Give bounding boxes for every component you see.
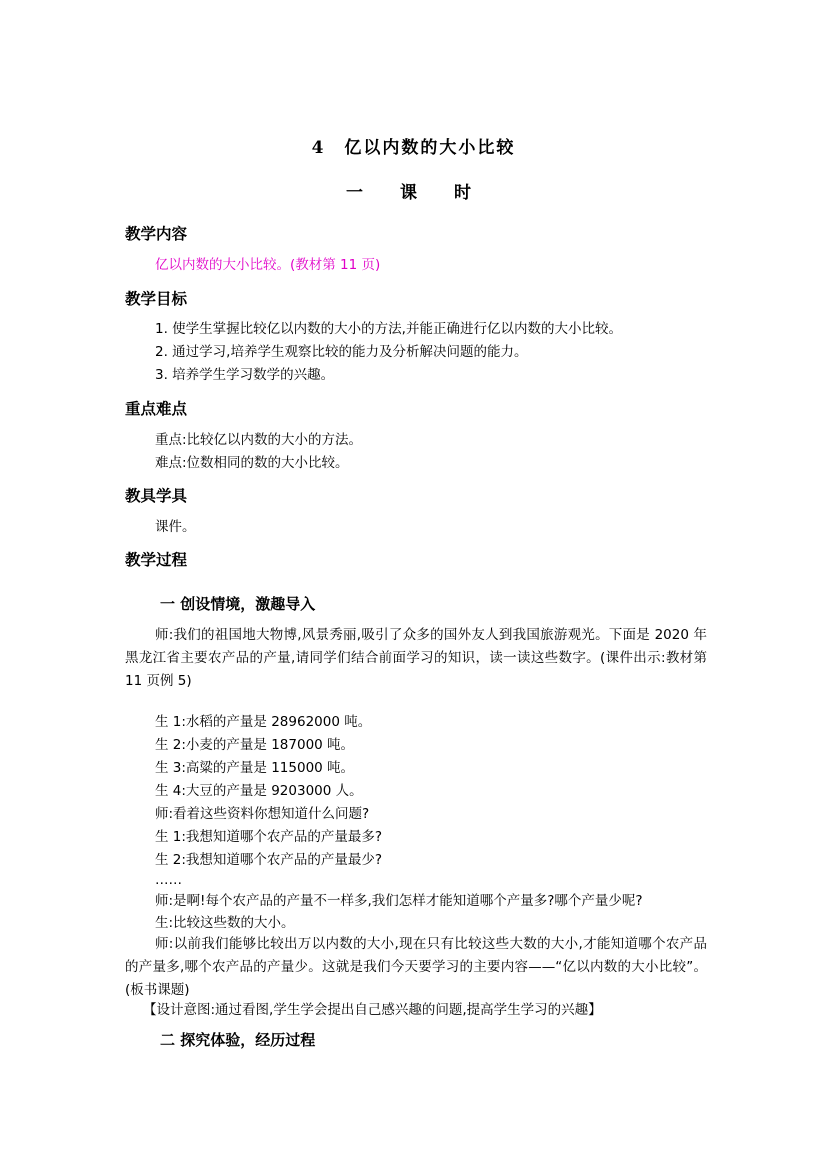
- goal-item-1: 1. 使学生掌握比较亿以内数的大小的方法,并能正确进行亿以内数的大小比较。: [155, 321, 622, 337]
- design-intent: 【设计意图:通过看图,学生学会提出自己感兴趣的问题,提高学生学习的兴趣】: [143, 1002, 602, 1018]
- part1-intro: 师:我们的祖国地大物博,风景秀丽,吸引了众多的国外友人到我国旅游观光。下面是 2020 年黑龙江省主要农产品的产量,请同学们结合前面学习的知识，读一读这些数字。(课件出示:教材第 11 页例 5): [125, 627, 707, 689]
- page-title: 4 亿以内数的大小比较: [311, 138, 516, 158]
- heading-tools: 教具学具: [125, 487, 188, 505]
- dialogue-line-9: 师:是啊!每个农产品的产量不一样多,我们怎样才能知道哪个产量多?哪个产量少呢?: [155, 893, 643, 909]
- goal-item-3: 3. 培养学生学习数学的兴趣。: [155, 367, 335, 383]
- dialogue-line-7: 生 2:我想知道哪个农产品的产量最少?: [155, 852, 383, 868]
- heading-content: 教学内容: [125, 225, 188, 243]
- part1-heading: 一 创设情境，激趣导入: [160, 595, 316, 613]
- key-point-2: 难点:位数相同的数的大小比较。: [155, 455, 349, 471]
- key-point-1: 重点:比较亿以内数的大小的方法。: [155, 432, 363, 448]
- dialogue-line-6: 生 1:我想知道哪个农产品的产量最多?: [155, 829, 383, 845]
- part2-heading: 二 探究体验，经历过程: [160, 1031, 316, 1049]
- tools-text: 课件。: [155, 519, 196, 535]
- dialogue-line-2: 生 2:小麦的产量是 187000 吨。: [155, 737, 355, 753]
- dialogue-line-5: 师:看着这些资料你想知道什么问题?: [155, 806, 370, 822]
- heading-goals: 教学目标: [125, 290, 188, 308]
- dialogue-line-10: 生:比较这些数的大小。: [155, 915, 295, 931]
- dialogue-line-8: ……: [155, 872, 182, 888]
- dialogue-line-4: 生 4:大豆的产量是 9203000 人。: [155, 783, 363, 799]
- heading-key-points: 重点难点: [125, 400, 188, 418]
- dialogue-line-3: 生 3:高粱的产量是 115000 吨。: [155, 760, 355, 776]
- part1-closing: 师:以前我们能够比较出万以内数的大小,现在只有比较这些大数的大小,才能知道哪个农产品的产量多,哪个农产品的产量少。这就是我们今天要学习的主要内容——“亿以内数的大小比较”。(板书课题): [125, 936, 707, 998]
- goal-item-2: 2. 通过学习,培养学生观察比较的能力及分析解决问题的能力。: [155, 344, 528, 360]
- lesson-subtitle: 一 课 时: [346, 183, 481, 203]
- dialogue-line-1: 生 1:水稻的产量是 28962000 吨。: [155, 714, 372, 730]
- heading-process: 教学过程: [125, 551, 188, 569]
- content-text: 亿以内数的大小比较。(教材第 11 页): [155, 257, 381, 273]
